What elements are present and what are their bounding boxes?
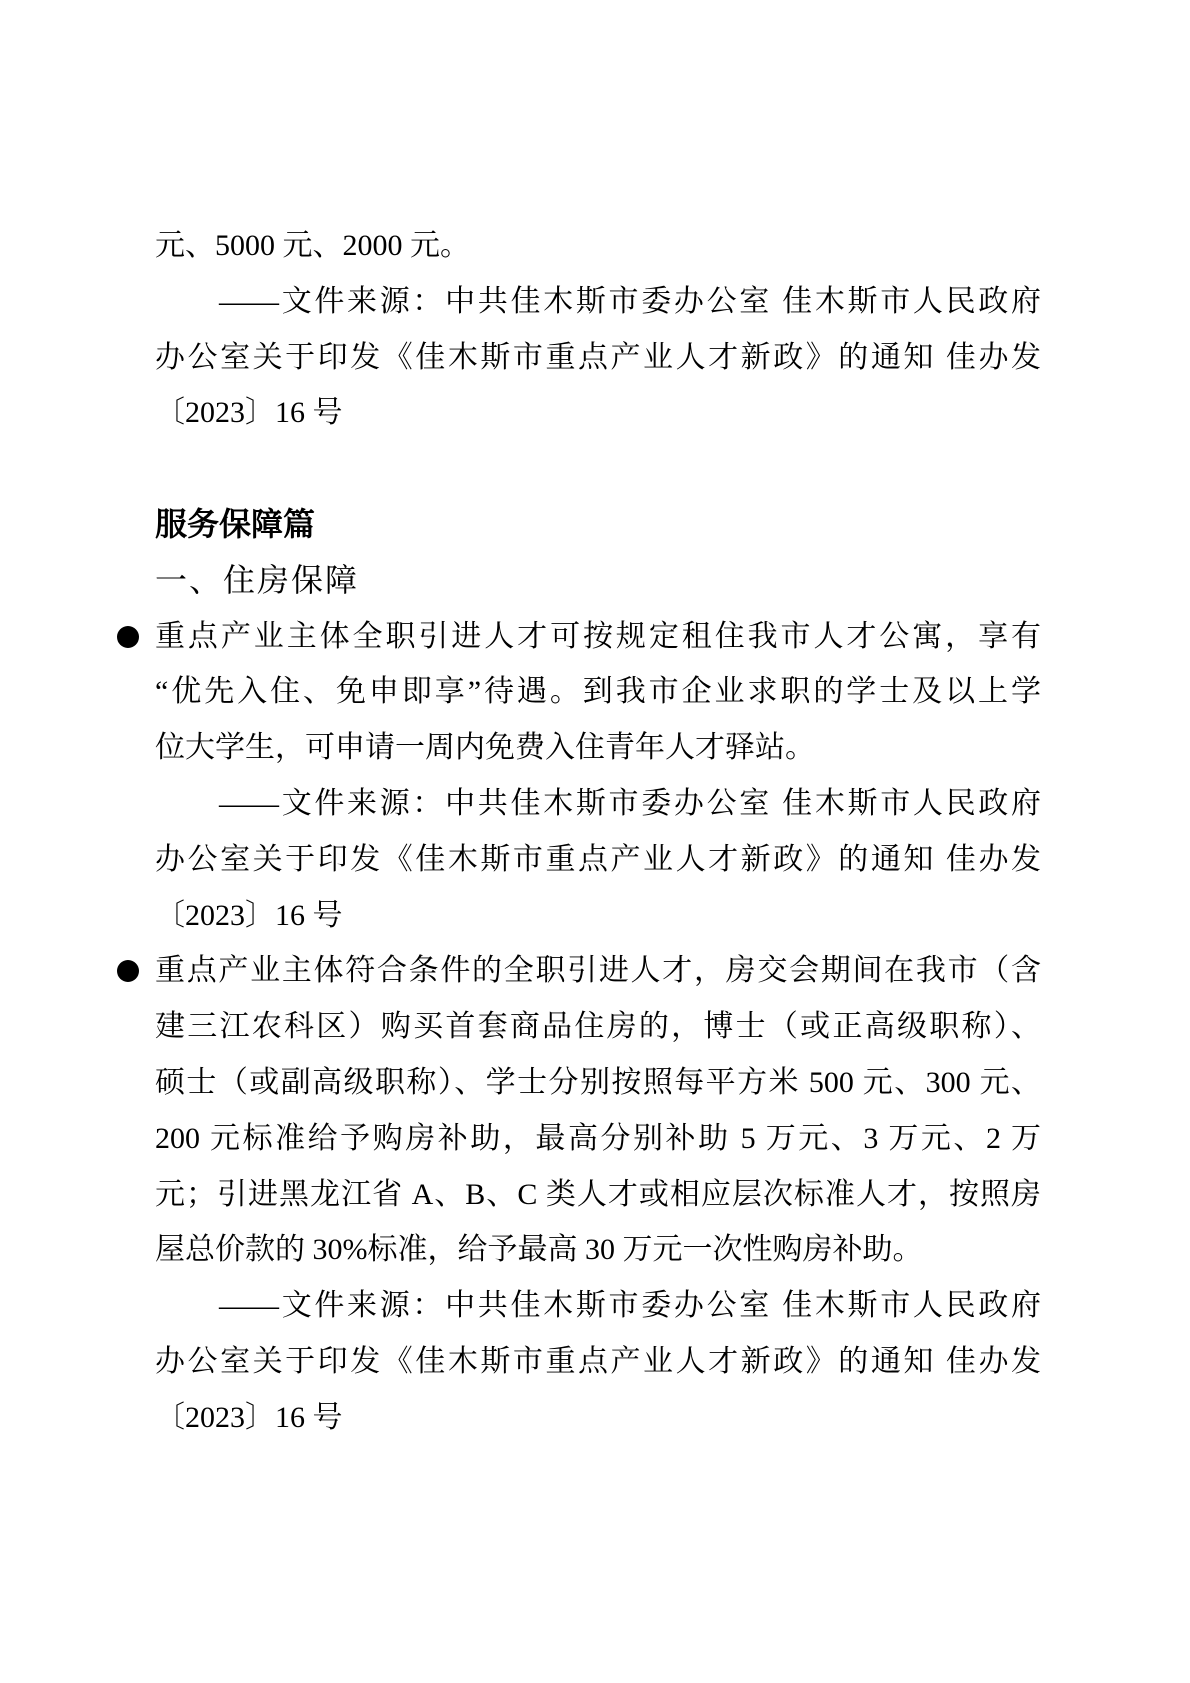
source-line: 办公室关于印发《佳木斯市重点产业人才新政》的通知 佳办发 (155, 1344, 1041, 1378)
bullet-line: “优先入住、免申即享”待遇。到我市企业求职的学士及以上学 (155, 675, 1041, 709)
source-line: 〔2023〕16 号 (155, 396, 343, 430)
bullet-line: 元；引进黑龙江省 A、B、C 类人才或相应层次标准人才，按照房 (155, 1177, 1041, 1211)
source-line: 〔2023〕16 号 (155, 898, 343, 932)
bullet-line: 重点产业主体符合条件的全职引进人才，房交会期间在我市（含 (155, 954, 1041, 988)
bullet-line: 屋总价款的 30%标准，给予最高 30 万元一次性购房补助。 (155, 1233, 923, 1267)
bullet-item (155, 943, 1041, 1278)
blank-line (155, 441, 1041, 497)
bullet-marker-icon (117, 960, 139, 982)
bullet-line: 硕士（或副高级职称）、学士分别按照每平方米 500 元、300 元、 (155, 1065, 1041, 1099)
source-line: ——文件来源：中共佳木斯市委办公室 佳木斯市人民政府 (219, 786, 1041, 820)
source-line: 办公室关于印发《佳木斯市重点产业人才新政》的通知 佳办发 (155, 842, 1041, 876)
section-heading: 服务保障篇 (155, 505, 316, 542)
source-line: ——文件来源：中共佳木斯市委办公室 佳木斯市人民政府 (219, 284, 1041, 318)
bullet-item (155, 609, 1041, 776)
bullet-line: 位大学生，可申请一周内免费入住青年人才驿站。 (155, 731, 815, 765)
bullet-marker-icon (117, 626, 139, 648)
source-line: 〔2023〕16 号 (155, 1400, 343, 1434)
bullet-line: 200 元标准给予购房补助，最高分别补助 5 万元、3 万元、2 万 (155, 1121, 1041, 1155)
document-content (155, 218, 1041, 1446)
bullet-line: 重点产业主体全职引进人才可按规定租住我市人才公寓，享有 (155, 619, 1041, 653)
source-line: 办公室关于印发《佳木斯市重点产业人才新政》的通知 佳办发 (155, 340, 1041, 374)
source-line: ——文件来源：中共佳木斯市委办公室 佳木斯市人民政府 (219, 1289, 1041, 1323)
bullet-line: 建三江农科区）购买首套商品住房的，博士（或正高级职称）、 (155, 1010, 1041, 1044)
body-line: 元、5000 元、2000 元。 (155, 229, 470, 262)
subsection-heading: 一、住房保障 (155, 561, 360, 598)
